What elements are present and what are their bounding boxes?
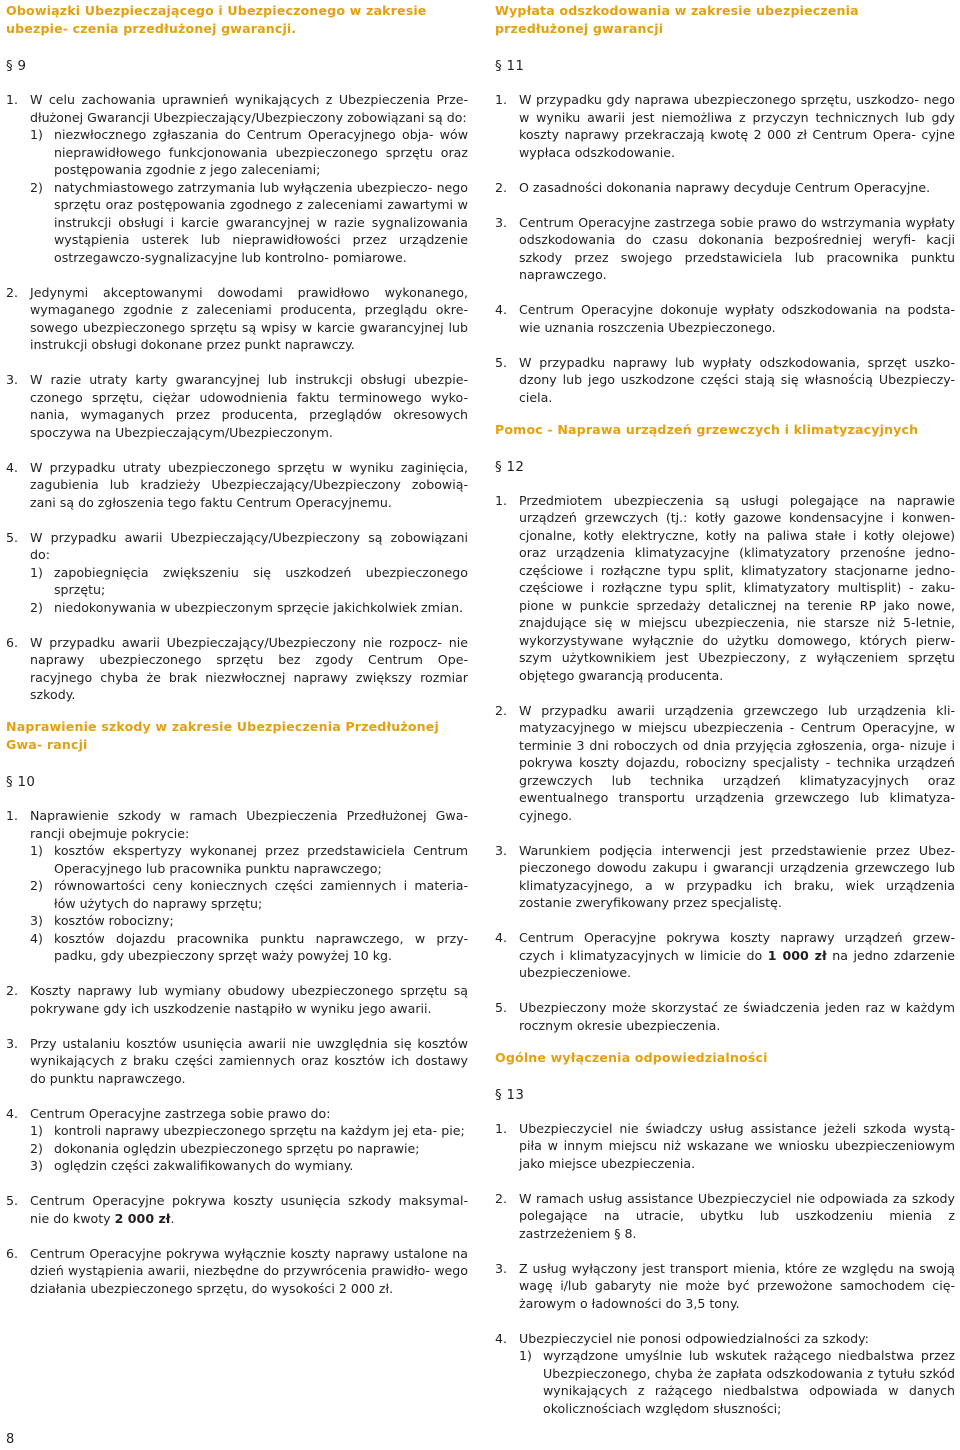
item-body [30, 91, 468, 266]
item-body [30, 1245, 468, 1298]
sub-item-number: 1) [30, 1123, 43, 1138]
right-column [495, 2, 955, 1435]
item-text-main: Centrum Operacyjne zastrzega sobie prawo do wstrzymania wypłaty odszkodowania do czasu dokonania bezpośredniej weryfi- kacji szkody przez swojego przedstawiciela lub pracownika punktu naprawczego. [519, 214, 955, 282]
list-item [495, 354, 955, 407]
item-text-main: Z usług wyłączony jest transport mienia, które ze względu na swoją wagę i/lub gabaryty nie może być przewożone samochodem cię- żarowym o ładowności do 3,5 tony. [519, 1260, 955, 1311]
item-text-main: Warunkiem podjęcia interwencji jest przedstawienie przez Ubez- pieczonego dowodu zakupu i gwarancji urządzenia grzewczego lub klimatyzacyjnego, a w przypadku ich braku, wiek urządzenia zostanie zweryfikowany przez specjalistę. [519, 842, 955, 910]
item-text [30, 1245, 468, 1298]
item-body [519, 842, 955, 912]
sub-item-number: 3) [30, 1158, 43, 1173]
item-number: 4. [6, 459, 19, 475]
item-body [30, 371, 468, 441]
list-item [6, 1105, 468, 1175]
item-text-bold: 2 000 zł [114, 1210, 171, 1226]
item-number: 5. [6, 529, 19, 545]
sub-item [30, 877, 468, 912]
item-text [30, 1105, 468, 1123]
section-heading-wyplata: Wypłata odszkodowania w zakresie ubezpieczenia przedłużonej gwarancji [495, 3, 859, 36]
item-text [519, 492, 955, 685]
item-body [519, 1260, 955, 1313]
sub-item-text: kosztów dojazdu pracownika punktu naprawczego, w przy- padku, gdy ubezpieczony sprzęt waży powyżej 10 kg. [54, 930, 468, 963]
list-item [6, 459, 468, 512]
item-text-main: Centrum Operacyjne zastrzega sobie prawo do: [30, 1105, 331, 1121]
item-text [519, 999, 955, 1034]
item-body [519, 354, 955, 407]
list-item [495, 842, 955, 912]
item-body [519, 1330, 955, 1418]
item-text [30, 459, 468, 512]
item-body [30, 807, 468, 965]
sub-item-text: oględzin części zakwalifikowanych do wymiany. [54, 1158, 354, 1173]
section-heading-naprawienie: Naprawienie szkody w zakresie Ubezpieczenia Przedłużonej Gwa- rancji [6, 719, 439, 752]
sub-item-number: 2) [30, 878, 43, 893]
sub-item [30, 126, 468, 179]
paragraph-mark-12: § 12 [495, 459, 525, 475]
item-text [30, 982, 468, 1017]
item-body [30, 634, 468, 704]
list-item [6, 634, 468, 704]
item-body [30, 1035, 468, 1088]
item-number: 1. [6, 808, 19, 823]
list-item [495, 1120, 955, 1173]
item-text-main: W razie utraty karty gwarancyjnej lub instrukcji obsługi ubezpie- czonego sprzętu, ciężar udowodnienia faktu terminowego wyko- nania, wymaganych przez producenta, przeglądów okresowych spoczywa na Ubezpieczającym/Ubezpieczonym. [30, 372, 468, 440]
item-text-main: W przypadku awarii urządzenia grzewczego lub urządzenia kli- matyzacyjnego w miejscu ubezpieczenia - Centrum Operacyjne, w terminie 3 dni roboczych od dnia przyjęcia zgłoszenia, orga- nizuje i pokrywa koszty dojazdu, robocizny specjalisty - technika urządzeń grzewczych lub technika urządzeń klimatyzacyjnych oraz ewentualnego transportu urządzenia grzewczego lub klimatyza- cyjnego. [519, 702, 955, 823]
item-text [30, 1035, 468, 1088]
item-text-main: Ubezpieczony może skorzystać ze świadczenia jeden raz w każdym rocznym okresie ubezpieczenia. [519, 1000, 955, 1033]
sub-item-text: niedokonywania w ubezpieczonym sprzęcie jakichkolwiek zmian. [54, 599, 464, 615]
item-text [30, 634, 468, 704]
item-text [30, 284, 468, 354]
sub-item-number: 1) [30, 127, 43, 142]
item-text-bold: 1 000 zł [767, 947, 827, 963]
item-number: 6. [6, 1245, 19, 1261]
item-number: 5. [6, 1193, 19, 1208]
item-number: 1. [495, 1120, 508, 1136]
item-text [519, 1120, 955, 1173]
item-text [30, 529, 468, 564]
list-item [495, 999, 955, 1034]
sub-item [30, 1122, 468, 1140]
list-item [495, 1190, 955, 1243]
sub-item-number: 3) [30, 913, 43, 928]
item-text-main: W przypadku awarii Ubezpieczający/Ubezpieczony są zobowiązani do: [30, 529, 468, 562]
item-number: 5. [495, 1000, 508, 1015]
item-text-main: Naprawienie szkody w ramach Ubezpieczenia Przedłużonej Gwa- rancji obejmuje pokrycie: [30, 808, 468, 841]
sub-item-number: 1) [30, 564, 43, 580]
item-body [30, 982, 468, 1017]
item-number: 4. [495, 302, 508, 317]
paragraph-mark-13: § 13 [495, 1087, 525, 1103]
item-text [519, 301, 955, 336]
sub-item-number: 2) [30, 599, 43, 615]
item-number: 4. [495, 930, 508, 945]
sub-item-text: równowartości ceny koniecznych części zamiennych i materia- łów użytych do naprawy sprzętu; [54, 878, 468, 911]
left-column [6, 2, 468, 1315]
item-body [30, 284, 468, 354]
item-body [519, 702, 955, 825]
sub-item-text: natychmiastowego zatrzymania lub wyłączenia ubezpieczo- nego sprzętu oraz postępowania zgodnego z zaleceniami zawartymi w instrukcji obsługi i karcie gwarancyjnej w razie sygnalizowania wystąpienia usterek lub nieprawidłowości przez urządzenie ostrzegawczo-sygnalizacyjne lub kontrolno- pomiarowe. [54, 179, 468, 265]
section-11-list [495, 91, 955, 406]
sub-item [30, 912, 468, 930]
list-item [6, 982, 468, 1017]
item-text [519, 214, 955, 284]
item-number: 3. [495, 842, 508, 858]
sub-item [30, 1157, 468, 1175]
sub-item-number: 2) [30, 179, 43, 195]
list-item [6, 1035, 468, 1088]
page-number: 8 [6, 1431, 15, 1447]
item-body [519, 91, 955, 161]
item-text [519, 1190, 955, 1243]
item-body [30, 1192, 468, 1227]
item-number: 2. [6, 284, 19, 300]
item-text-main: W przypadku naprawy lub wypłaty odszkodowania, sprzęt uszko- dzony lub jego uszkodzone części stają się własnością Ubezpieczy- ciela. [519, 354, 955, 405]
item-text [30, 91, 468, 126]
list-item [6, 1245, 468, 1298]
list-item [6, 371, 468, 441]
item-number: 6. [6, 634, 19, 650]
sub-item [519, 1347, 955, 1417]
item-text-after: na jedno zdarzenie ubezpieczeniowe. [519, 947, 955, 980]
item-text-main: Przedmiotem ubezpieczenia są usługi polegające na naprawie urządzeń grzewczych (tj.: kotły gazowe kondensacyjne i konwen- cjonalne, kotły elektryczne, kotły na paliwa stałe i kotły olejowe) oraz urządzenia klimatyzacyjne (klimatyzatory przenośne jedno- częściowe i rozłączne typu split, klimatyzatory stacjonarne jedno- częściowe i rozłączne typu split, klimatyzatory multisplit) - zaku- pione w punkcie sprzedaży detalicznej na terenie RP jako nowe, znajdujące się w miejscu ubezpieczenia, nie starsze niż 5-letnie, wykorzystywane wyłącznie do użytku domowego, których pierw- szym użytkownikiem jest Ubezpieczony, z wyłączeniem sprzętu objętego gwarancją producenta. [519, 492, 955, 683]
item-text-after: . [170, 1210, 175, 1226]
item-body [519, 999, 955, 1034]
sub-item-number: 1) [30, 843, 43, 858]
item-body [519, 1120, 955, 1173]
paragraph-mark-11: § 11 [495, 59, 525, 74]
sub-item-text: wyrządzone umyślnie lub wskutek rażącego niedbalstwa przez Ubezpieczonego, chyba że zapłata odszkodowania z tytułu szkód wynikających z rażącego niedbalstwa odpowiada w danych okolicznościach względom słuszności; [543, 1348, 955, 1416]
item-text [30, 371, 468, 441]
sub-item-text: zapobiegnięcia zwiększeniu się uszkodzeń ubezpieczonego sprzętu; [54, 564, 468, 597]
item-number: 3. [6, 1035, 19, 1051]
item-number: 4. [6, 1105, 19, 1121]
sub-item [30, 1140, 468, 1158]
paragraph-mark-10: § 10 [6, 775, 36, 790]
sub-item-text: kosztów ekspertyzy wykonanej przez przedstawiciela Centrum Operacyjnego lub pracownika punktu naprawczego; [54, 843, 468, 876]
item-number: 4. [495, 1330, 508, 1346]
item-text-main: O zasadności dokonania naprawy decyduje Centrum Operacyjne. [519, 179, 931, 195]
sub-item-text: niezwłocznego zgłaszania do Centrum Operacyjnego obja- wów nieprawidłowego funkcjonowania ubezpieczonego sprzętu oraz postępowania zgodnie z jego zaleceniami; [54, 127, 468, 177]
sub-item-text: kontroli naprawy ubezpieczonego sprzętu na każdym jej eta- pie; [54, 1123, 465, 1138]
list-item [495, 929, 955, 982]
item-text [30, 807, 468, 842]
sub-item [30, 599, 468, 617]
item-text-main: W przypadku gdy naprawa ubezpieczonego sprzętu, uszkodzo- nego w wyniku awarii jest niemożliwa z przyczyn technicznych lub gdy koszty naprawy przekraczają kwotę 2 000 zł Centrum Opera- cyjne wypłaca odszkodowanie. [519, 92, 955, 160]
item-text-main: Centrum Operacyjne dokonuje wypłaty odszkodowania na podsta- wie uznania roszczenia Ubezpieczonego. [519, 302, 955, 335]
list-item [495, 702, 955, 825]
section-12-list [495, 492, 955, 1035]
item-number: 3. [495, 1260, 508, 1276]
item-body [519, 214, 955, 284]
list-item [6, 529, 468, 617]
item-number: 1. [495, 92, 508, 107]
section-13-list [495, 1120, 955, 1418]
item-text-main: Jedynymi akceptowanymi dowodami prawidłowo wykonanego, wymaganego zgodnie z zaleceniami producenta, przeglądu okre- sowego ubezpieczonego sprzętu są wpisy w karcie gwarancyjnej lub instrukcji obsługi dokonane przez punkt naprawczy. [30, 284, 468, 352]
item-text-main: Koszty naprawy lub wymiany obudowy ubezpieczonego sprzętu są pokrywane gdy ich uszkodzenie nastąpiło w wyniku jego awarii. [30, 983, 468, 1016]
item-number: 2. [495, 179, 508, 195]
item-number: 2. [6, 983, 19, 998]
item-text-main: Ubezpieczyciel nie świadczy usług assistance jeżeli szkoda wystą- piła w innym miejscu niż wskazane we wniosku ubezpieczeniowym jako miejsce ubezpieczenia. [519, 1120, 955, 1171]
item-text [519, 179, 955, 197]
item-text [519, 842, 955, 912]
item-body [30, 459, 468, 512]
item-number: 2. [495, 702, 508, 718]
sub-item [30, 564, 468, 599]
sub-item-text: kosztów robocizny; [54, 913, 174, 928]
item-number: 3. [495, 214, 508, 230]
sub-item [30, 179, 468, 267]
item-body [30, 529, 468, 617]
item-text [30, 1192, 468, 1227]
list-item [495, 1260, 955, 1313]
item-text-main: Przy ustalaniu kosztów usunięcia awarii nie uwzględnia się kosztów wynikających z braku części zamiennych oraz kosztów ich dostawy do punktu naprawczego. [30, 1035, 468, 1086]
list-item [6, 91, 468, 266]
item-text [519, 1260, 955, 1313]
item-number: 1. [495, 492, 508, 508]
item-text [519, 1330, 955, 1348]
list-item [495, 179, 955, 197]
item-body [519, 929, 955, 982]
section-10-list [6, 807, 468, 1297]
item-body [30, 1105, 468, 1175]
section-heading-wylaczenia: Ogólne wyłączenia odpowiedzialności [495, 1049, 768, 1065]
section-heading-pomoc: Pomoc - Naprawa urządzeń grzewczych i klimatyzacyjnych [495, 421, 919, 437]
item-text-main: Centrum Operacyjne pokrywa koszty naprawy urządzeń grzew- czych i klimatyzacyjnych w limicie do [519, 930, 955, 963]
item-body [519, 1190, 955, 1243]
item-text-main: W celu zachowania uprawnień wynikających z Ubezpieczenia Prze- dłużonej Gwarancji Ubezpieczający/Ubezpieczony zobowiązani są do: [30, 92, 468, 125]
item-number: 2. [495, 1190, 508, 1206]
item-number: 5. [495, 354, 508, 370]
item-text [519, 702, 955, 825]
item-text [519, 929, 955, 982]
item-text-main: W przypadku utraty ubezpieczonego sprzętu w wyniku zaginięcia, zagubienia lub kradzieży Ubezpieczający/Ubezpieczony zobowią- zani są do zgłoszenia tego faktu Centrum Operacyjnemu. [30, 459, 468, 510]
item-body [519, 179, 955, 197]
item-text [519, 91, 955, 161]
list-item [495, 91, 955, 161]
item-text-main: Centrum Operacyjne pokrywa koszty usunięcia szkody maksymal- nie do kwoty [30, 1193, 468, 1226]
item-text-main: W przypadku awarii Ubezpieczający/Ubezpieczony nie rozpocz- nie naprawy ubezpieczonego sprzętu bez zgody Centrum Ope- racyjnego chyba że brak niezwłocznej naprawy zwiększy rozmiar szkody. [30, 634, 468, 702]
sub-item-text: dokonania oględzin ubezpieczonego sprzętu po naprawie; [54, 1140, 420, 1156]
item-number: 1. [6, 92, 19, 107]
item-body [519, 492, 955, 685]
item-text-main: Centrum Operacyjne pokrywa wyłącznie koszty naprawy ustalone na dzień wystąpienia awarii, niezbędne do przywrócenia prawidło- wego działania ubezpieczonego sprzętu, do wysokości 2 000 zł. [30, 1245, 468, 1296]
item-text [519, 354, 955, 407]
sub-item-number: 1) [519, 1348, 532, 1363]
list-item [6, 807, 468, 965]
sub-item [30, 842, 468, 877]
list-item [495, 301, 955, 336]
list-item [495, 214, 955, 284]
sub-item-number: 4) [30, 930, 43, 946]
sub-item-number: 2) [30, 1140, 43, 1156]
item-number: 3. [6, 372, 19, 387]
list-item [495, 492, 955, 685]
section-heading-obowiazki: Obowiązki Ubezpieczającego i Ubezpieczonego w zakresie ubezpie- czenia przedłużonej gwarancji. [6, 3, 427, 36]
item-text-main: W ramach usług assistance Ubezpieczyciel nie odpowiada za szkody polegające na utracie, ubytku lub uszkodzeniu mienia z zastrzeżeniem § 8. [519, 1190, 955, 1241]
section-9-list [6, 91, 468, 704]
paragraph-mark-9: § 9 [6, 59, 27, 74]
item-body [519, 301, 955, 336]
list-item [6, 284, 468, 354]
list-item [6, 1192, 468, 1227]
sub-item [30, 930, 468, 965]
list-item [495, 1330, 955, 1418]
item-text-main: Ubezpieczyciel nie ponosi odpowiedzialności za szkody: [519, 1330, 869, 1346]
